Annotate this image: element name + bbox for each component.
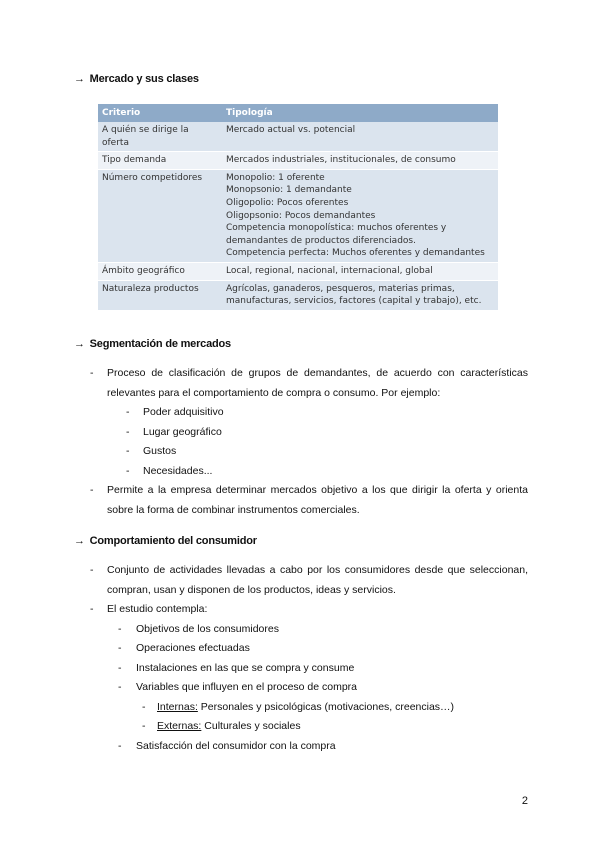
table-header-criterio: Criterio bbox=[98, 104, 222, 122]
list-dash: - bbox=[90, 603, 94, 615]
table-cell-line: Monopolio: 1 oferente bbox=[226, 172, 325, 183]
table-header-row bbox=[98, 104, 498, 122]
list-item-text: Operaciones efectuadas bbox=[136, 642, 250, 654]
list-item-text: El estudio contempla: bbox=[107, 603, 208, 615]
list-dash: - bbox=[126, 445, 130, 457]
list-item-text: Variables que influyen en el proceso de compra bbox=[136, 681, 358, 693]
table-row bbox=[98, 152, 498, 170]
variables-text: Personales y psicológicas (motivaciones, creencias…) bbox=[197, 700, 455, 713]
list-item-text: Conjunto de actividades llevadas a cabo por los consumidores desde que seleccionan, compran, usan y disponen de los productos, ideas y servicios. bbox=[107, 564, 528, 596]
list-dash: - bbox=[118, 661, 122, 674]
table-row bbox=[98, 169, 498, 262]
table-cell bbox=[222, 152, 498, 170]
variables-text: Culturales y sociales bbox=[201, 720, 301, 732]
list-item-text: Satisfacción del consumidor con la compra bbox=[136, 739, 336, 752]
list-item bbox=[90, 481, 528, 520]
table-cell: Ámbito geográfico bbox=[98, 262, 222, 280]
table-cell-text: Mercados industriales, institucionales, de consumo bbox=[226, 155, 456, 166]
table-cell-line: Oligopolio: Pocos oferentes bbox=[226, 197, 349, 208]
variables-label: Internas: bbox=[157, 700, 198, 713]
table-row bbox=[98, 122, 498, 152]
list-dash: - bbox=[126, 464, 130, 477]
table-row bbox=[98, 262, 498, 280]
list-item-text: Instalaciones en las que se compra y consume bbox=[136, 661, 355, 674]
table-cell: Naturaleza productos bbox=[98, 280, 222, 310]
table-cell bbox=[222, 122, 498, 152]
variables-label: Externas: bbox=[157, 720, 202, 732]
list-item-text: Necesidades... bbox=[143, 464, 213, 477]
list-item bbox=[90, 737, 528, 757]
table-cell: A quién se dirige la oferta bbox=[98, 122, 222, 152]
list-item-text: Lugar geográfico bbox=[143, 425, 222, 438]
section-heading-comportamiento bbox=[74, 535, 257, 547]
table-cell: Tipo demanda bbox=[98, 152, 222, 170]
table-cell bbox=[222, 280, 498, 310]
arrow-icon: → bbox=[74, 73, 85, 85]
segmentacion-list bbox=[90, 364, 528, 520]
list-item-text: Objetivos de los consumidores bbox=[136, 622, 279, 635]
list-dash: - bbox=[126, 425, 130, 438]
list-item bbox=[90, 600, 528, 620]
table-cell bbox=[222, 262, 498, 280]
list-dash: - bbox=[118, 681, 122, 693]
list-dash: - bbox=[142, 720, 146, 732]
table-cell-line: Oligopsonio: Pocos demandantes bbox=[226, 210, 376, 221]
list-item bbox=[90, 678, 528, 698]
section-heading-segmentacion bbox=[74, 338, 231, 350]
table-cell-line: Competencia monopolística: muchos oferentes y demandantes de productos diferenciados. bbox=[226, 223, 447, 246]
table-cell-line: Competencia perfecta: Muchos oferentes y demandantes bbox=[226, 248, 485, 259]
table-header-tipologia: Tipología bbox=[222, 104, 498, 122]
list-item bbox=[90, 442, 528, 462]
table-cell-line: Monopsonio: 1 demandante bbox=[226, 185, 352, 196]
list-item bbox=[90, 561, 528, 600]
arrow-icon: → bbox=[74, 338, 85, 350]
list-item bbox=[90, 698, 528, 718]
list-item-text: Gustos bbox=[143, 445, 177, 457]
list-item bbox=[90, 364, 528, 403]
section-title: Segmentación de mercados bbox=[89, 338, 231, 350]
list-item-text: Permite a la empresa determinar mercados objetivo a los que dirigir la oferta y orienta sobre la forma de combinar instrumentos comerciales. bbox=[107, 484, 528, 516]
table-cell-text: Mercado actual vs. potencial bbox=[226, 125, 356, 135]
list-item bbox=[90, 620, 528, 640]
list-dash: - bbox=[90, 564, 94, 576]
arrow-icon: → bbox=[74, 535, 85, 547]
section-title: Comportamiento del consumidor bbox=[89, 535, 257, 547]
list-dash: - bbox=[118, 739, 122, 752]
list-dash: - bbox=[118, 622, 122, 635]
list-item bbox=[90, 639, 528, 659]
table-cell: Número competidores bbox=[98, 169, 222, 262]
list-item bbox=[90, 423, 528, 443]
table-cell-text: Agrícolas, ganaderos, pesqueros, materias primas, manufacturas, servicios, factores (capital y trabajo), etc. bbox=[226, 283, 482, 307]
table-row bbox=[98, 280, 498, 310]
list-item bbox=[90, 659, 528, 679]
list-item-text: Proceso de clasificación de grupos de demandantes, de acuerdo con características relevantes para el comportamiento de compra o consumo. Por ejemplo: bbox=[107, 367, 528, 399]
market-classes-table bbox=[98, 104, 498, 311]
page-number: 2 bbox=[521, 795, 528, 807]
table-cell bbox=[222, 169, 498, 262]
list-item bbox=[90, 462, 528, 482]
section-heading-mercado bbox=[74, 73, 199, 85]
list-dash: - bbox=[90, 367, 94, 379]
list-dash: - bbox=[90, 484, 94, 496]
list-item bbox=[90, 403, 528, 423]
list-dash: - bbox=[118, 642, 122, 654]
table-cell-text: Local, regional, nacional, internacional, global bbox=[226, 265, 433, 276]
list-item-text: Poder adquisitivo bbox=[143, 406, 224, 418]
section-title: Mercado y sus clases bbox=[89, 73, 199, 85]
list-dash: - bbox=[126, 406, 130, 418]
comportamiento-list bbox=[90, 561, 528, 756]
list-dash: - bbox=[142, 700, 146, 713]
list-item bbox=[90, 717, 528, 737]
